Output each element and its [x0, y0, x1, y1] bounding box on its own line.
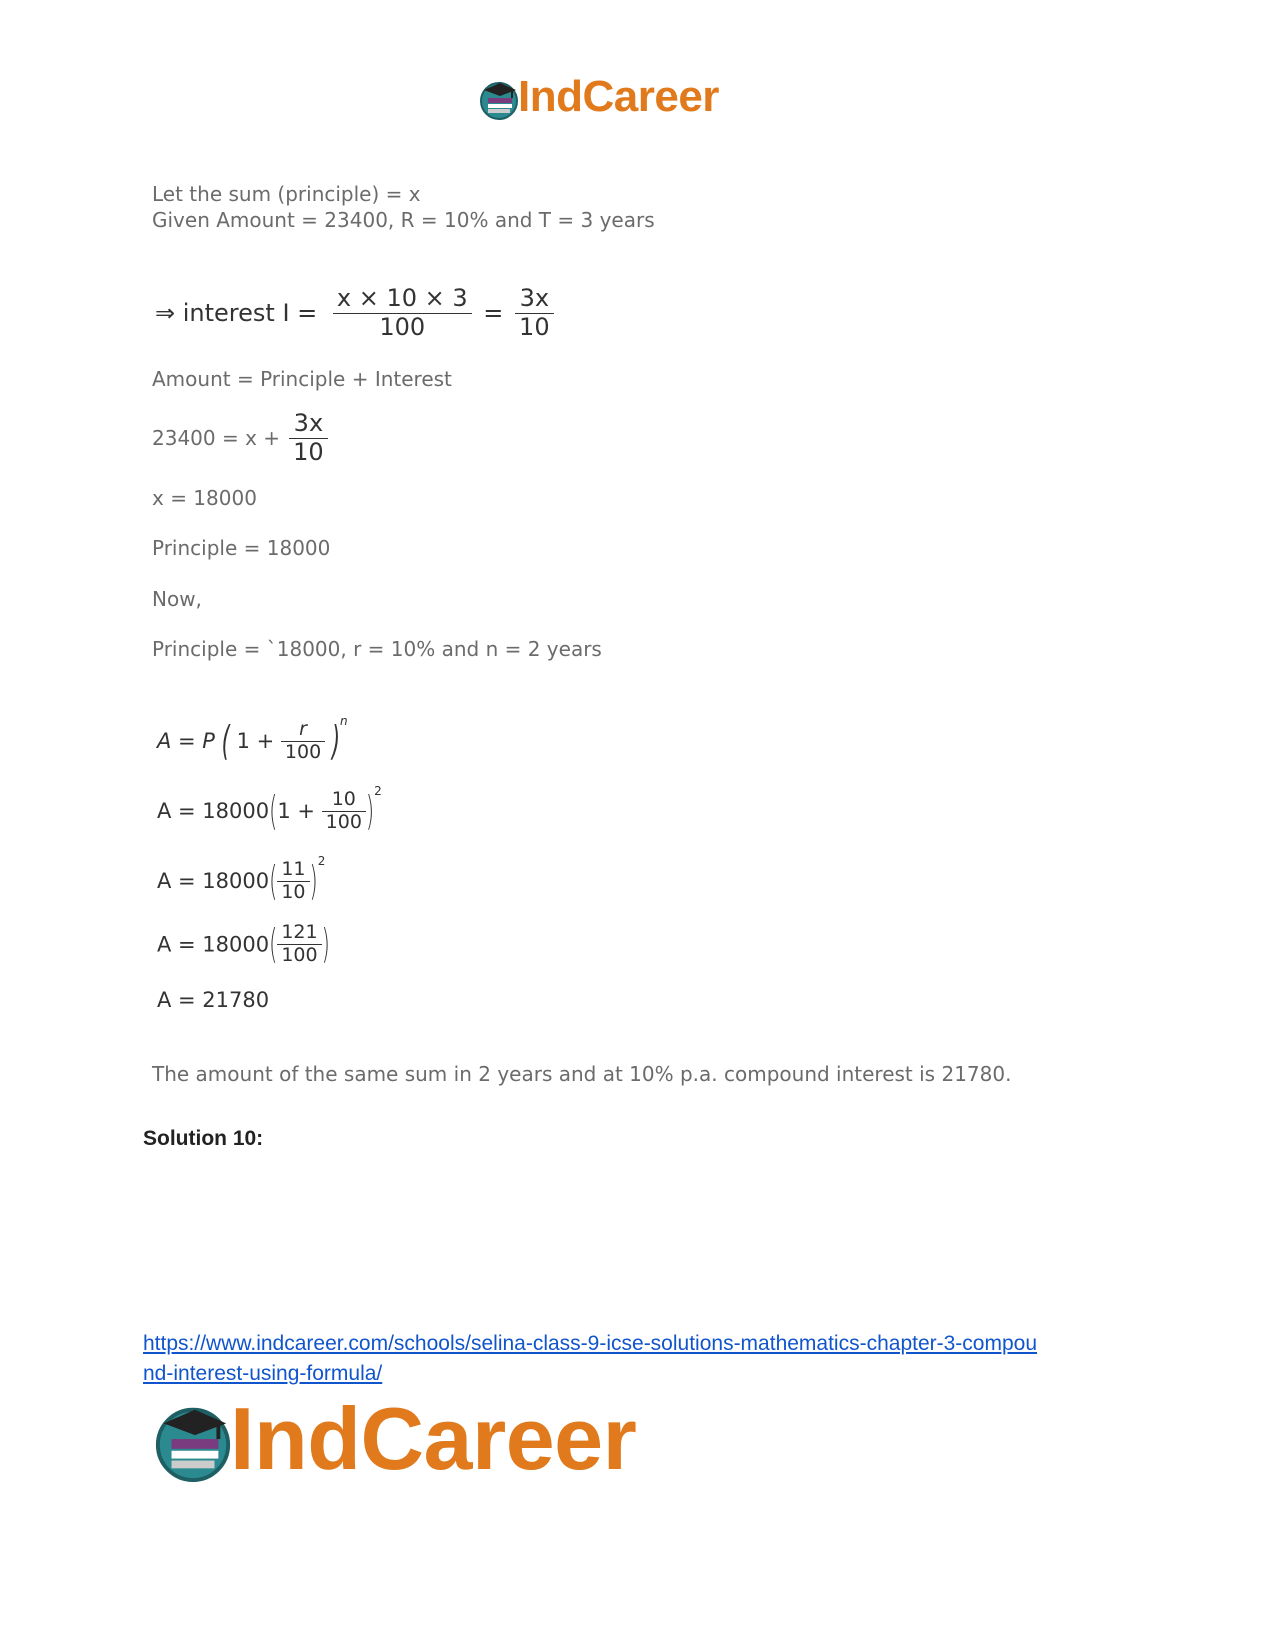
formula-4-numerator: 121: [277, 922, 321, 945]
formula-2-one: 1 +: [277, 799, 315, 823]
formula-1-one: 1 +: [236, 729, 275, 753]
footer-logo-globe-icon: [152, 1400, 234, 1482]
given-amount-line: Given Amount = 23400, R = 10% and T = 3 years: [152, 208, 655, 232]
formula-2-denominator: 100: [325, 810, 362, 833]
sum-principle-line: Let the sum (principle) = x: [152, 182, 421, 206]
formula-1: A = P ( 1 + $\frac{r}{100}$ )$^n$: [157, 714, 348, 764]
amount-equation-left: 23400 = x +: [152, 426, 281, 451]
solution-heading: Solution 10:: [143, 1127, 264, 1150]
interest-numerator: x × 10 × 3: [333, 285, 472, 314]
formula-3-exponent: 2: [317, 854, 326, 868]
conclusion-line: The amount of the same sum in 2 years and at 10% p.a. compound interest is 21780.: [152, 1062, 1012, 1086]
formula-2: A = 18000(1 + $\frac{10}{100}$ )$^2$: [157, 784, 382, 834]
amount-equation-numerator: 3x: [289, 410, 328, 439]
source-link[interactable]: [143, 1329, 1037, 1389]
formula-2-fraction: [322, 789, 366, 834]
formula-5: A = 21780: [157, 988, 270, 1012]
interest-result-numerator: 3x: [515, 285, 554, 314]
formula-1-numerator: r: [281, 719, 325, 742]
formula-1-denominator: 100: [284, 740, 322, 763]
formula-1-exponent: n: [340, 714, 348, 728]
principle-value-line: Principle = 18000: [152, 536, 331, 560]
interest-equation: [155, 285, 554, 341]
header-logo: [478, 74, 740, 124]
formula-4-denominator: 100: [281, 943, 318, 966]
source-link-line-2[interactable]: nd-interest-using-formula/: [143, 1362, 383, 1385]
formula-2-exponent: 2: [374, 784, 382, 798]
formula-3-left: A = 18000: [157, 869, 270, 893]
logo-wordmark: IndCareer: [518, 72, 719, 121]
interest-result-denominator: 10: [519, 312, 550, 341]
now-line: Now,: [152, 587, 202, 611]
formula-3-numerator: 11: [277, 859, 309, 882]
params-line: Principle = `18000, r = 10% and n = 2 years: [152, 637, 602, 661]
formula-4: A = 18000( $\frac{121}{100}$ ): [157, 921, 330, 968]
formula-4-fraction: [277, 922, 321, 967]
formula-1-left: A = P: [157, 729, 215, 753]
amount-equation-denominator: 10: [293, 437, 324, 466]
amount-equation: [152, 410, 328, 466]
interest-prefix: ⇒ interest I =: [155, 299, 318, 328]
formula-1-fraction: [281, 719, 325, 764]
formula-3-denominator: 10: [281, 880, 306, 903]
formula-3: A = 18000( $\frac{11}{10}$ )$^2$: [157, 854, 326, 904]
amount-equation-fraction: [289, 410, 328, 466]
formula-4-left: A = 18000: [157, 932, 270, 957]
amount-formula: Amount = Principle + Interest: [152, 367, 452, 391]
interest-fraction: [333, 285, 472, 341]
source-link-line-1[interactable]: https://www.indcareer.com/schools/selina-class-9-icse-solutions-mathematics-chapter-3-compou: [143, 1332, 1038, 1355]
formula-2-numerator: 10: [322, 789, 366, 812]
formula-3-fraction: [277, 859, 309, 904]
interest-equals: =: [483, 299, 504, 328]
footer-logo-wordmark: IndCareer: [230, 1389, 637, 1488]
formula-2-left: A = 18000: [157, 799, 270, 823]
interest-fraction-result: [515, 285, 554, 341]
x-value-line: x = 18000: [152, 486, 257, 510]
footer-logo: [152, 1389, 672, 1488]
logo-globe-icon: [478, 78, 520, 120]
interest-denominator: 100: [379, 312, 426, 341]
